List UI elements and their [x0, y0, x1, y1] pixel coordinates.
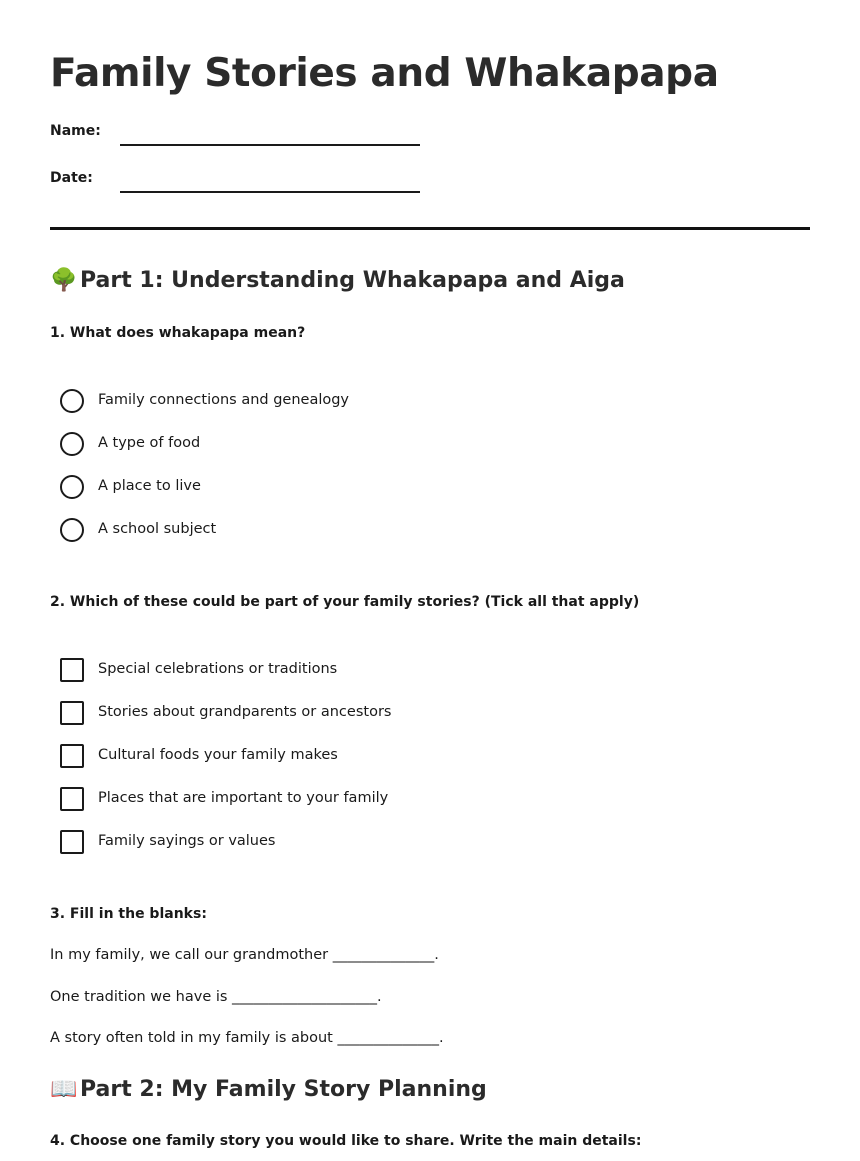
checkbox[interactable]	[60, 744, 84, 768]
q1-option-label: A place to live	[98, 478, 201, 494]
name-label: Name:	[50, 123, 101, 139]
q2-option-label: Cultural foods your family makes	[98, 747, 338, 763]
question-2: 2. Which of these could be part of your family stories? (Tick all that apply)	[50, 594, 640, 610]
q1-option-label: A school subject	[98, 521, 217, 537]
tree-icon: 🌳	[50, 268, 78, 293]
q1-option-label: Family connections and genealogy	[98, 392, 350, 408]
radio-button[interactable]	[60, 475, 84, 499]
book-icon: 📖	[50, 1077, 78, 1102]
q1-option[interactable]	[60, 431, 660, 457]
checkbox[interactable]	[60, 787, 84, 811]
name-field-row	[50, 121, 470, 149]
q2-option[interactable]	[60, 786, 660, 812]
part1-heading-text: Part 1: Understanding Whakapapa and Aiga	[80, 268, 625, 293]
part1-heading	[50, 266, 625, 296]
date-label: Date:	[50, 170, 93, 186]
q1-option-label: A type of food	[98, 435, 201, 451]
date-field[interactable]	[120, 191, 420, 193]
q2-option[interactable]	[60, 829, 660, 855]
q2-option[interactable]	[60, 657, 660, 683]
question-3: 3. Fill in the blanks:	[50, 906, 207, 922]
part2-heading	[50, 1075, 487, 1105]
checkbox[interactable]	[60, 830, 84, 854]
radio-button[interactable]	[60, 432, 84, 456]
radio-button[interactable]	[60, 389, 84, 413]
section-divider	[50, 227, 810, 230]
q2-option-label: Special celebrations or traditions	[98, 661, 338, 677]
q2-option[interactable]	[60, 700, 660, 726]
radio-button[interactable]	[60, 518, 84, 542]
q2-option[interactable]	[60, 743, 660, 769]
checkbox[interactable]	[60, 701, 84, 725]
q1-option[interactable]	[60, 388, 660, 414]
page-title: Family Stories and Whakapapa	[50, 51, 719, 96]
fill-in-sentence[interactable]: A story often told in my family is about ______________.	[50, 1030, 444, 1046]
question-1: 1. What does whakapapa mean?	[50, 325, 306, 341]
q2-option-label: Family sayings or values	[98, 833, 276, 849]
q1-option[interactable]	[60, 474, 660, 500]
fill-in-sentence[interactable]: In my family, we call our grandmother ______________.	[50, 947, 439, 963]
name-field[interactable]	[120, 144, 420, 146]
q2-option-label: Stories about grandparents or ancestors	[98, 704, 392, 720]
part2-heading-text: Part 2: My Family Story Planning	[80, 1077, 487, 1102]
fill-in-sentence[interactable]: One tradition we have is ____________________.	[50, 989, 382, 1005]
date-field-row	[50, 168, 470, 196]
q1-option[interactable]	[60, 517, 660, 543]
checkbox[interactable]	[60, 658, 84, 682]
q2-option-label: Places that are important to your family	[98, 790, 389, 806]
question-4: 4. Choose one family story you would like to share. Write the main details:	[50, 1133, 642, 1149]
